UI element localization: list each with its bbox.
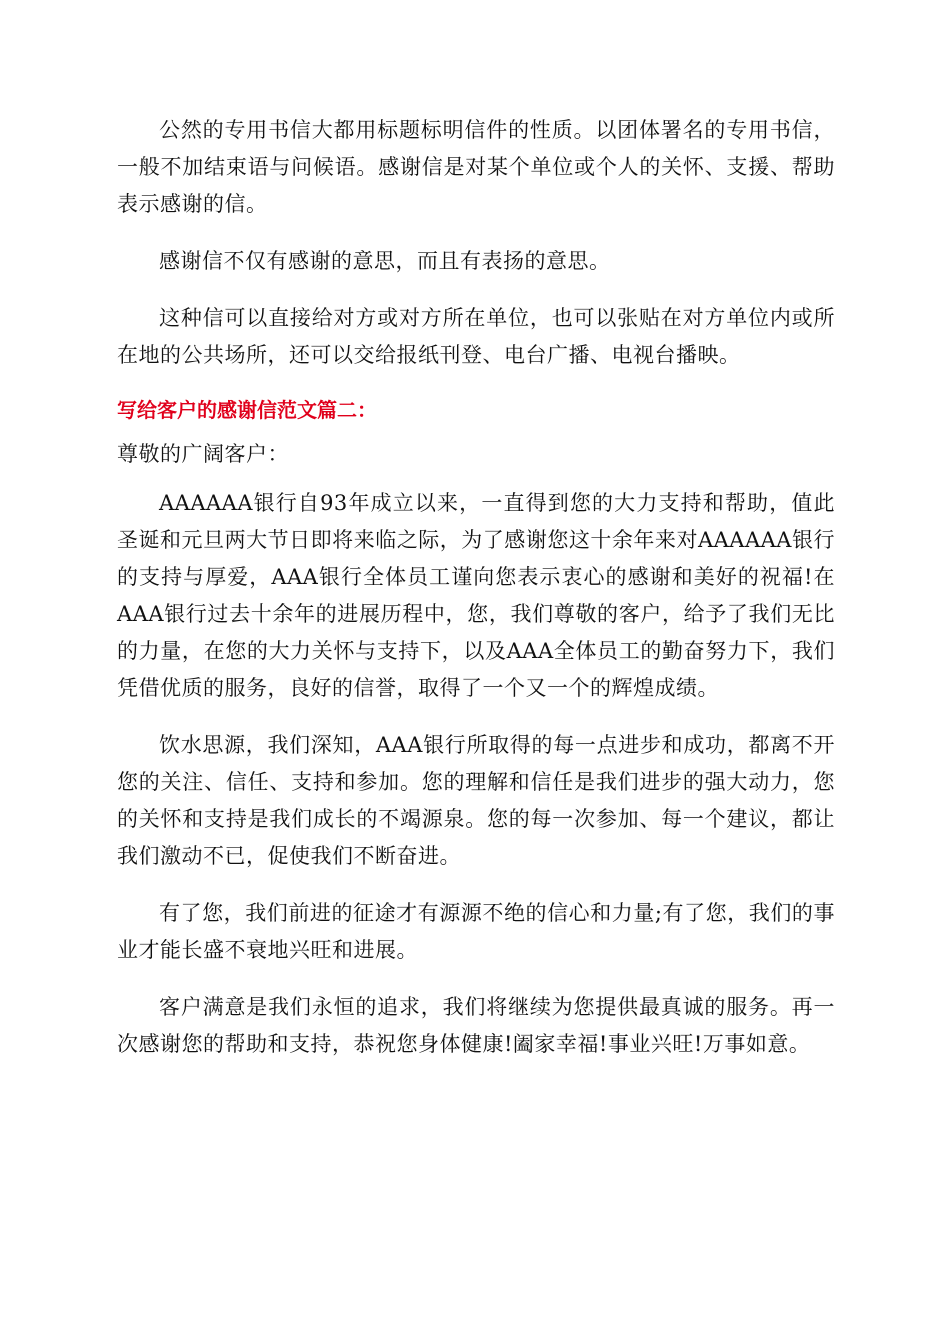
letter-paragraph-2: 饮水思源，我们深知，AAA银行所取得的每一点进步和成功，都离不开您的关注、信任、支持和参加。您的理解和信任是我们进步的强大动力，您的关怀和支持是我们成长的不竭源泉。您的每一次参加、每一个建议，都让我们激动不已，促使我们不断奋进。 xyxy=(117,733,835,868)
letter-paragraph-3: 有了您，我们前进的征途才有源源不绝的信心和力量;有了您，我们的事业才能长盛不衰地兴旺和进展。 xyxy=(117,901,835,962)
intro-paragraph-1: 公然的专用书信大都用标题标明信件的性质。以团体署名的专用书信，一般不加结束语与问候语。感谢信是对某个单位或个人的关怀、支援、帮助表示感谢的信。 xyxy=(117,118,835,216)
intro-paragraph-3: 这种信可以直接给对方或对方所在单位，也可以张贴在对方单位内或所在地的公共场所，还可以交给报纸刊登、电台广播、电视台播映。 xyxy=(117,306,835,367)
section-heading: 写给客户的感谢信范文篇二： xyxy=(117,398,377,422)
document-body xyxy=(117,112,835,1083)
letter-salutation: 尊敬的广阔客户： xyxy=(117,442,289,466)
letter-paragraph-1: AAAAAA银行自93年成立以来，一直得到您的大力支持和帮助，值此圣诞和元旦两大节日即将来临之际，为了感谢您这十余年来对AAAAAA银行的支持与厚爱，AAA银行全体员工谨向您表示衷心的感谢和美好的祝福!在AAA银行过去十余年的进展历程中，您，我们尊敬的客户，给予了我们无比的力量，在您的大力关怀与支持下，以及AAA全体员工的勤奋努力下，我们凭借优质的服务，良好的信誉，取得了一个又一个的辉煌成绩。 xyxy=(117,491,835,700)
intro-paragraph-2: 感谢信不仅有感谢的意思，而且有表扬的意思。 xyxy=(159,249,611,273)
letter-paragraph-4: 客户满意是我们永恒的追求，我们将继续为您提供最真诚的服务。再一次感谢您的帮助和支持，恭祝您身体健康!阖家幸福!事业兴旺!万事如意。 xyxy=(117,995,835,1056)
